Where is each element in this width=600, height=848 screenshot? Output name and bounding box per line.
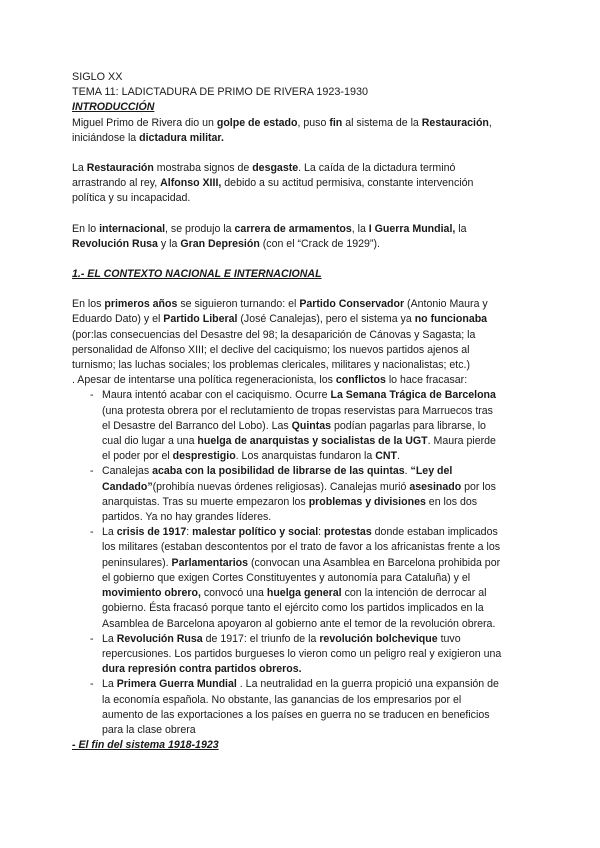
intro-paragraph-1: Miguel Primo de Rivera dio un golpe de estado, puso fin al sistema de la Restauración, iniciándose la dictadura militar. bbox=[72, 116, 492, 144]
intro-heading: INTRODUCCIÓN bbox=[72, 101, 155, 114]
list-item: - La Primera Guerra Mundial . La neutralidad en la guerra propició una expansión de la economía española. No obstante, las ganancias de los empresarios por el aumento de las exportaciones a los países en guerra no se traducen en beneficios para la clase obrera bbox=[90, 678, 499, 736]
conflicts-list bbox=[72, 388, 532, 738]
bullet-dash: - bbox=[90, 678, 94, 691]
bullet-dash: - bbox=[90, 632, 94, 645]
list-item: - Maura intentó acabar con el caciquismo. Ocurre La Semana Trágica de Barcelona (una protesta obrera por el reclutamiento de tropas reservistas para Marruecos tras el Desastre del Barranco del Lobo). Las Quintas podían pagarlas para librarse, lo cual dio lugar a una huelga de anarquistas y socialistas de la UGT. Maura pierde el poder por el desprestigio. Los anarquistas fundaron la CNT. bbox=[90, 389, 496, 463]
subject-label: SIGLO XX bbox=[72, 71, 123, 83]
section1-heading: 1.- EL CONTEXTO NACIONAL E INTERNACIONAL bbox=[72, 268, 322, 281]
list-item: - La Revolución Rusa de 1917: el triunfo de la revolución bolchevique tuvo repercusiones. Los partidos burgueses lo vieron como un peligro real y exigieron una dura represión contra partidos obreros. bbox=[90, 632, 502, 676]
intro-paragraph-3: En lo internacional, se produjo la carrera de armamentos, la I Guerra Mundial, la Revolución Rusa y la Gran Depresión (con el “Crack de 1929”). bbox=[72, 222, 467, 250]
section1-paragraph: En los primeros años se siguieron turnando: el Partido Conservador (Antonio Maura y Eduardo Dato) y el Partido Liberal (José Canalejas), pero el sistema ya no funcionaba (por:las consecuencias del Desastre del 98; la desaparición de Cánovas y Sagasta; la personalidad de Alfonso XIII; el declive del caciquismo; los nuevos partidos ajenos al turnismo; las luchas sociales; los problemas clericales, militares y nacionalistas; etc.) . Apesar de intentarse una política regeneracionista, los conflictos lo hace fracasar: bbox=[72, 298, 488, 387]
subsection-heading: - El fin del sistema 1918-1923 bbox=[72, 739, 219, 752]
list-item: - Canalejas acaba con la posibilidad de librarse de las quintas. “Ley del Candado”(prohibía nuevas órdenes religiosas). Canalejas murió asesinado por los anarquistas. Tras su muerte empezaron los problemas y divisiones en los dos partidos. Ya no hay grandes líderes. bbox=[90, 465, 496, 524]
document-page bbox=[72, 70, 532, 753]
bullet-dash: - bbox=[90, 465, 94, 478]
bullet-dash: - bbox=[90, 389, 94, 402]
list-item: - La crisis de 1917: malestar político y social: protestas donde estaban implicados los militares (estaban descontentos por el trato de favor a los africanistas frente a los peninsulares). Parlamentarios (convocan una Asamblea en Barcelona prohibida por el gobierno que exigen Cortes Constituyentes y autonomía para Cataluña) y el movimiento obrero, convocó una huelga general con la intención de derrocar al gobierno. Ésta fracasó porque tanto el ejército como los partidos implicados en la Asamblea de Barcelona apoyaron al gobierno ante el temor de la revolución obrera. bbox=[90, 526, 501, 630]
intro-paragraph-2: La Restauración mostraba signos de desgaste. La caída de la dictadura terminó arrastrando al rey, Alfonso XIII, debido a su actitud permisiva, constante intervención política y su incapacidad. bbox=[72, 162, 474, 205]
topic-title: TEMA 11: LADICTADURA DE PRIMO DE RIVERA 1923-1930 bbox=[72, 86, 369, 99]
bullet-dash: - bbox=[90, 526, 94, 539]
